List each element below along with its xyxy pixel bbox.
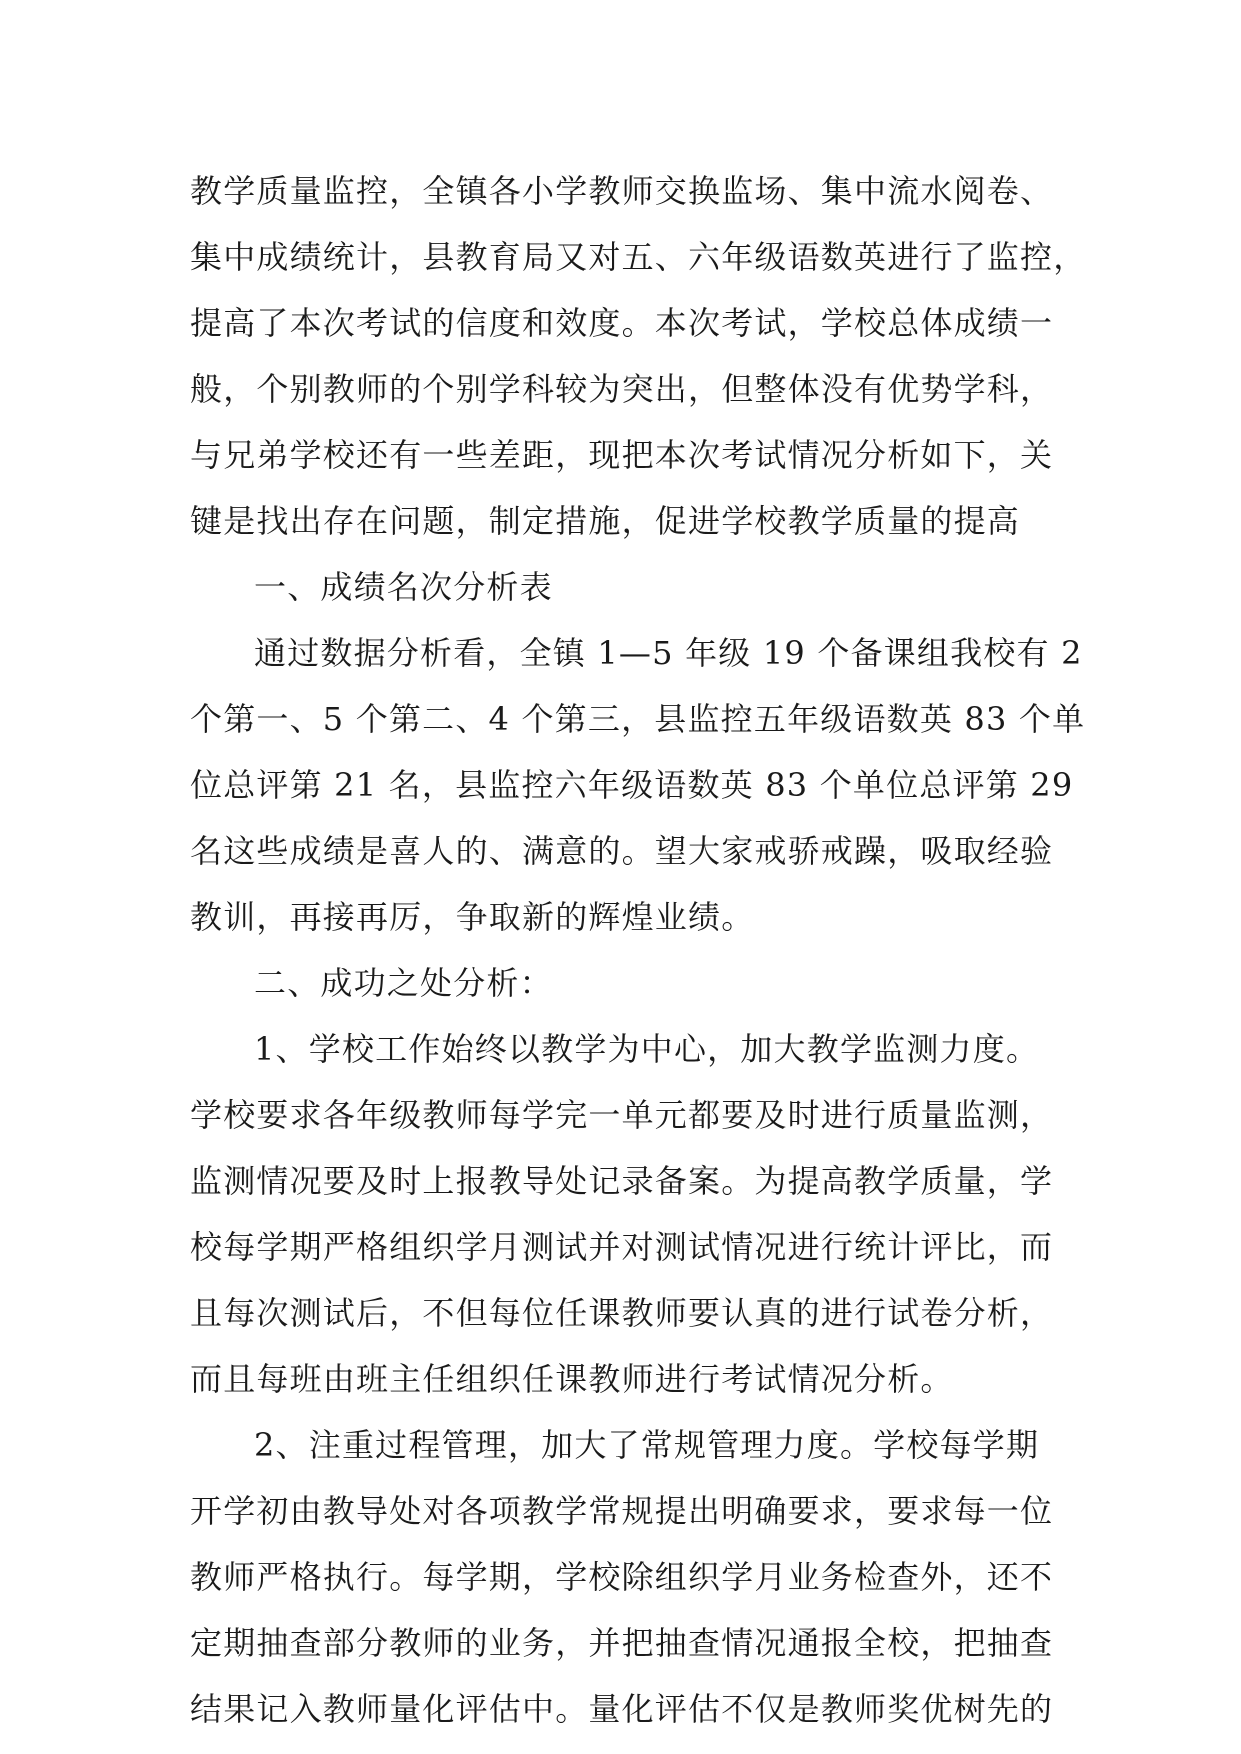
text-line: 监测情况要及时上报教导处记录备案。为提高教学质量，学 xyxy=(190,1162,1054,1200)
section-heading: 二、成功之处分析： xyxy=(254,964,553,1002)
text-line: 学校要求各年级教师每学完一单元都要及时进行质量监测， xyxy=(190,1096,1054,1134)
text-line: 教学质量监控，全镇各小学教师交换监场、集中流水阅卷、 xyxy=(190,172,1054,210)
text-line: 通过数据分析看，全镇 1—5 年级 19 个备课组我校有 2 xyxy=(254,634,1083,672)
text-line: 位总评第 21 名，县监控六年级语数英 83 个单位总评第 29 xyxy=(190,766,1074,804)
document-body xyxy=(190,158,1087,1742)
text-line: 教训，再接再厉，争取新的辉煌业绩。 xyxy=(190,898,755,936)
text-line: 键是找出存在问题，制定措施，促进学校教学质量的提高 xyxy=(190,502,1021,540)
text-line: 集中成绩统计，县教育局又对五、六年级语数英进行了监控， xyxy=(190,238,1087,276)
text-line: 开学初由教导处对各项教学常规提出明确要求，要求每一位 xyxy=(190,1492,1054,1530)
text-line: 而且每班由班主任组织任课教师进行考试情况分析。 xyxy=(190,1360,954,1398)
text-line: 个第一、5 个第二、4 个第三，县监控五年级语数英 83 个单 xyxy=(190,700,1086,738)
text-line: 般，个别教师的个别学科较为突出，但整体没有优势学科， xyxy=(190,370,1054,408)
text-line: 教师严格执行。每学期，学校除组织学月业务检查外，还不 xyxy=(190,1558,1054,1596)
text-line: 且每次测试后，不但每位任课教师要认真的进行试卷分析， xyxy=(190,1294,1054,1332)
text-line: 1、学校工作始终以教学为中心，加大教学监测力度。 xyxy=(254,1030,1040,1068)
text-line: 2、注重过程管理，加大了常规管理力度。学校每学期 xyxy=(254,1426,1040,1464)
text-line: 与兄弟学校还有一些差距，现把本次考试情况分析如下，关 xyxy=(190,436,1054,474)
text-line: 结果记入教师量化评估中。量化评估不仅是教师奖优树先的 xyxy=(190,1690,1054,1728)
text-line: 校每学期严格组织学月测试并对测试情况进行统计评比，而 xyxy=(190,1228,1054,1266)
text-line: 提高了本次考试的信度和效度。本次考试，学校总体成绩一 xyxy=(190,304,1054,342)
section-heading: 一、成绩名次分析表 xyxy=(254,568,553,606)
text-line: 定期抽查部分教师的业务，并把抽查情况通报全校，把抽查 xyxy=(190,1624,1054,1662)
text-line: 名这些成绩是喜人的、满意的。望大家戒骄戒躁，吸取经验 xyxy=(190,832,1054,870)
